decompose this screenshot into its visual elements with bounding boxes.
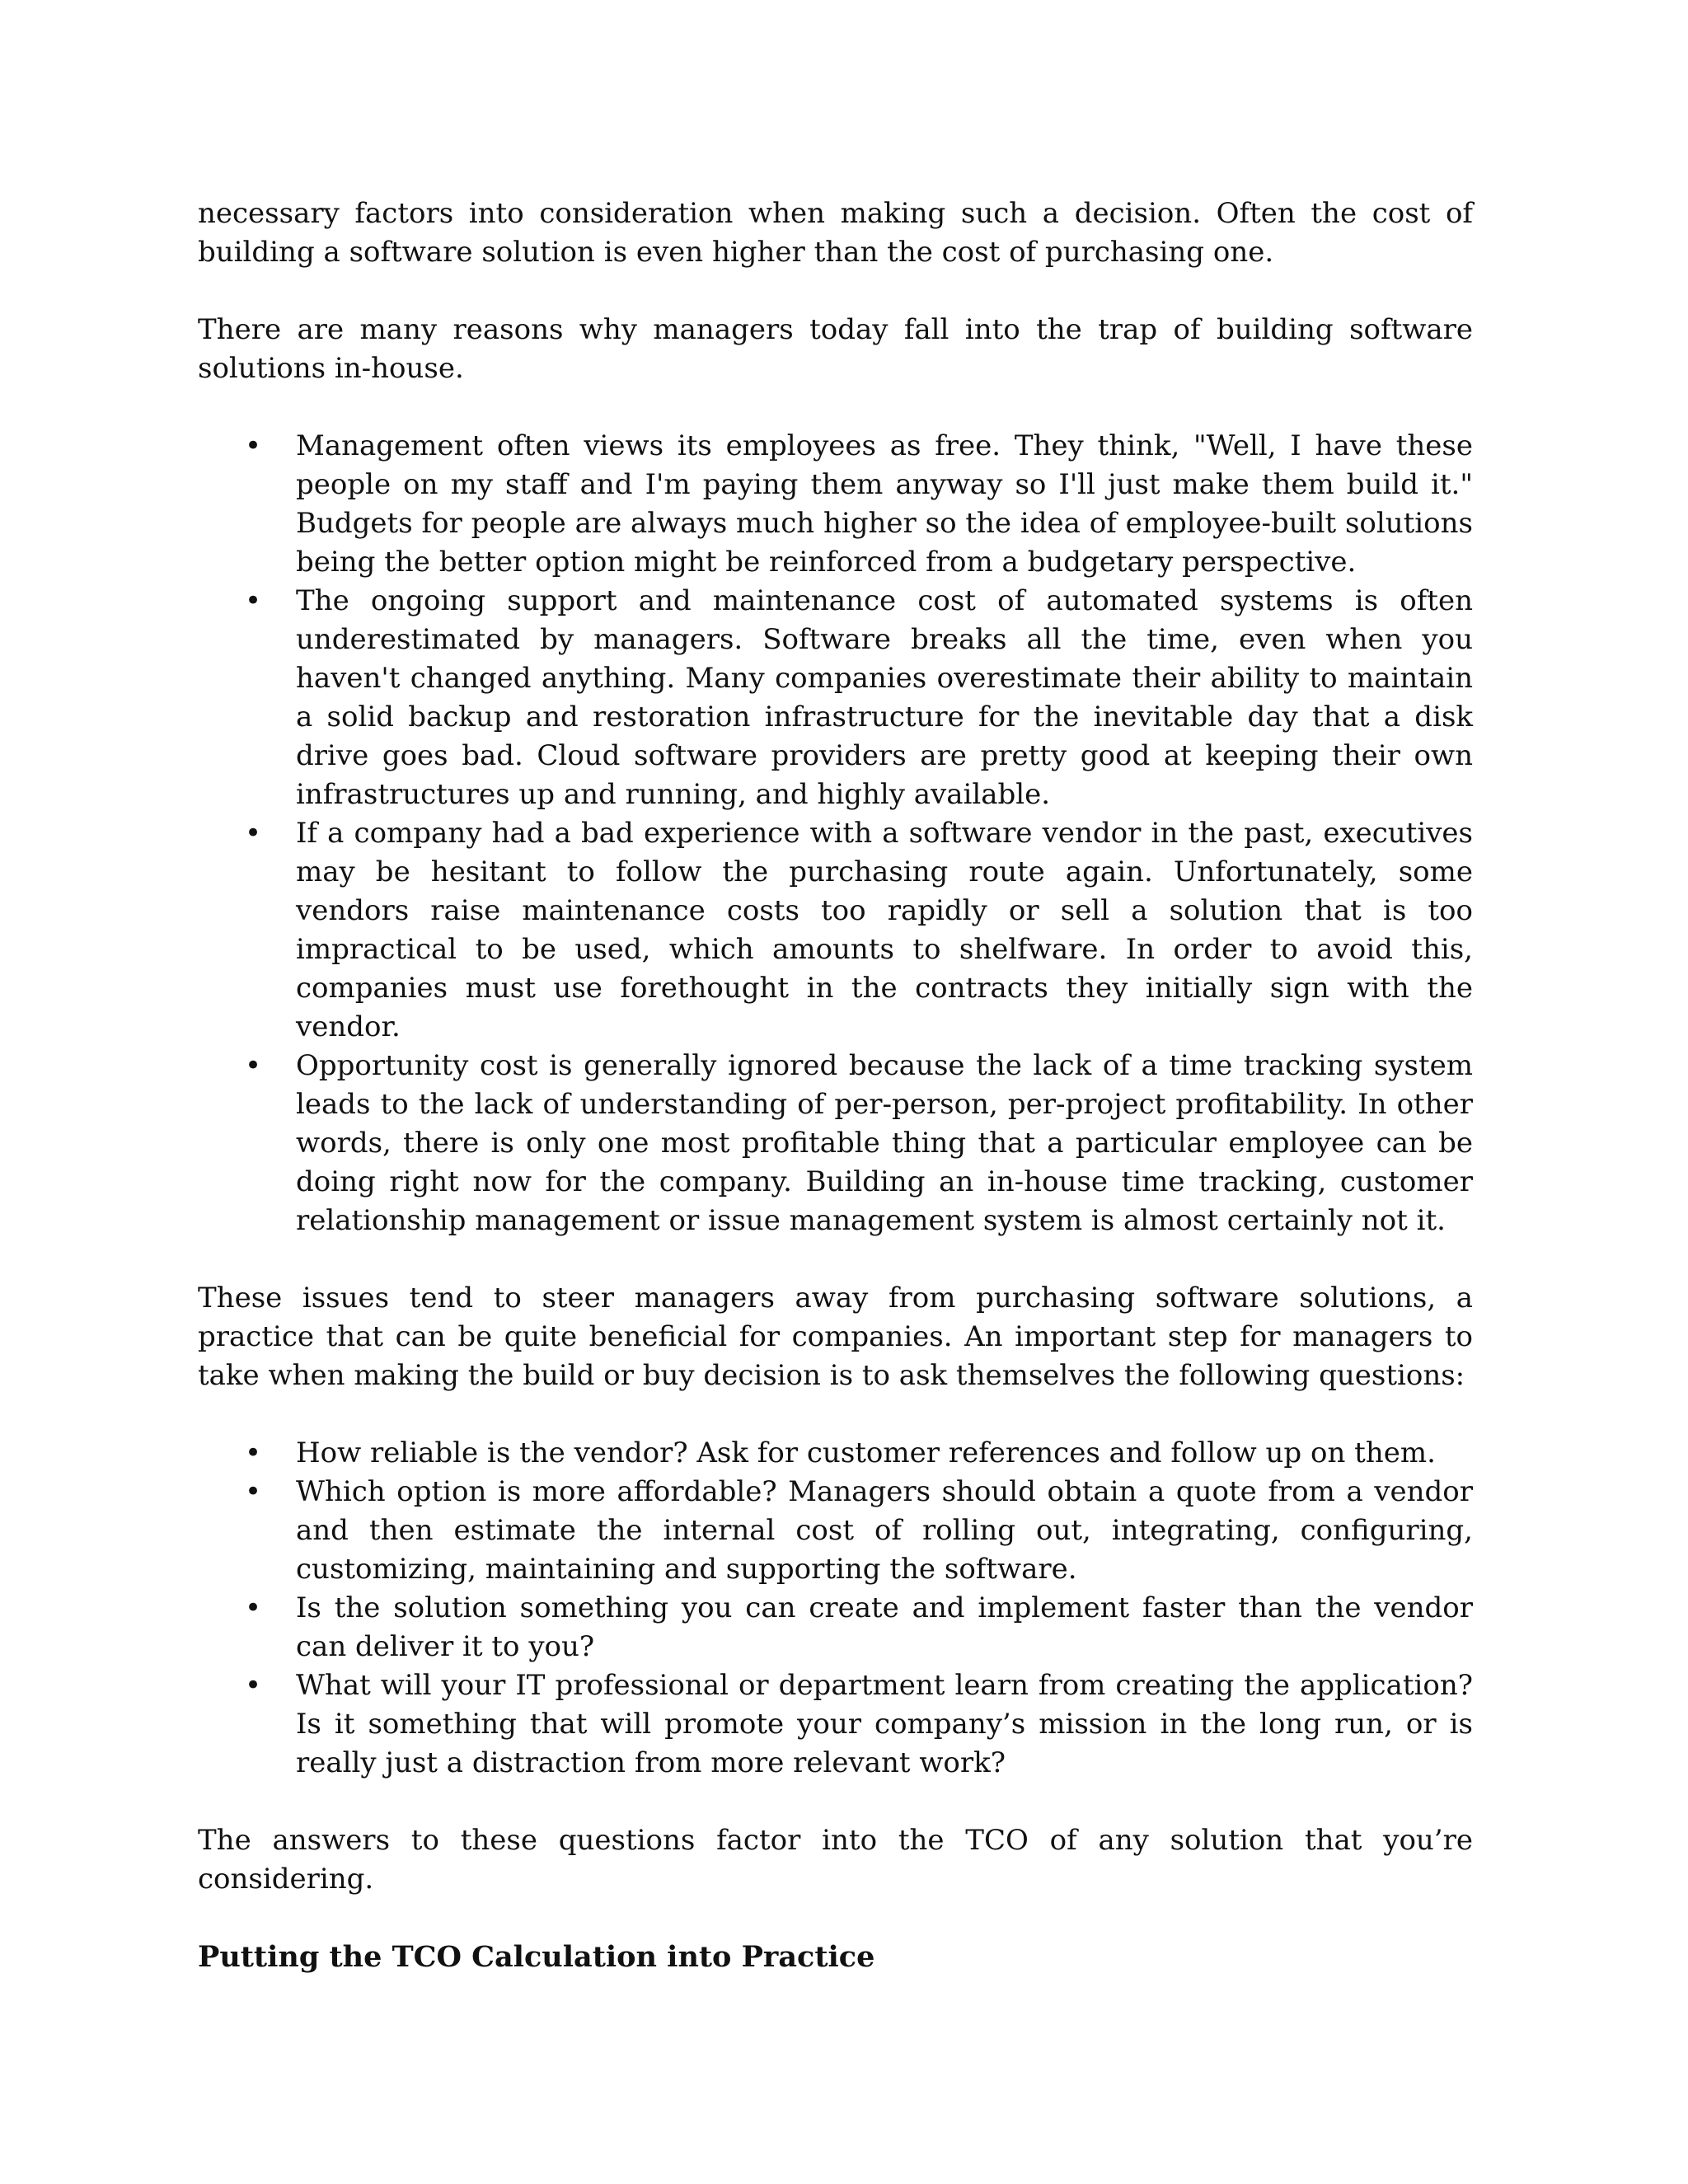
list-item-text: How reliable is the vendor? Ask for customer references and follow up on them. [296, 1436, 1436, 1469]
list-item-text: The ongoing support and maintenance cost of automated systems is often underestimated by managers. Software breaks all the time, even when you haven't changed anything. Many companies overestimate their ability to maintain a solid backup and restoration infrastructure for the inevitable day that a disk drive goes bad. Cloud software providers are pretty good at keeping their own infrastructures up and running, and highly available. [296, 584, 1473, 811]
list-item [198, 1589, 1473, 1666]
bullet-icon: • [245, 1049, 262, 1082]
list-item [198, 814, 1473, 1047]
list-item [198, 427, 1473, 582]
bullet-icon: • [245, 817, 262, 850]
list-item [198, 1666, 1473, 1783]
list-item-text: If a company had a bad experience with a software vendor in the past, executives may be hesitant to follow the purchasing route again. Unfortunately, some vendors raise maintenance costs too rapidly or sell a solution that is too impractical to be used, which amounts to shelfware. In order to avoid this, companies must use forethought in the contracts they initially sign with the vendor. [296, 817, 1473, 1043]
questions-list [198, 1434, 1473, 1783]
bullet-icon: • [245, 429, 262, 462]
list-item [198, 1047, 1473, 1240]
bullet-icon: • [245, 1475, 262, 1508]
bullet-icon: • [245, 1669, 262, 1702]
section-heading: Putting the TCO Calculation into Practice [198, 1940, 875, 1974]
paragraph-issues-summary: These issues tend to steer managers away from purchasing software solutions, a practice that can be quite beneficial for companies. An important step for managers to take when making the build or buy decision is to ask themselves the following questions: [198, 1282, 1473, 1392]
bullet-icon: • [245, 584, 262, 617]
list-item-text: Which option is more affordable? Managers should obtain a quote from a vendor and then estimate the internal cost of rolling out, integrating, configuring, customizing, maintaining and supporting the software. [296, 1475, 1473, 1586]
list-item [198, 1473, 1473, 1589]
list-item-text: Is the solution something you can create and implement faster than the vendor can deliver it to you? [296, 1591, 1473, 1663]
bullet-icon: • [245, 1591, 262, 1624]
list-item-text: Management often views its employees as free. They think, "Well, I have these people on my staff and I'm paying them anyway so I'll just make them build it." Budgets for people are always much higher so the idea of employee-built solutions being the better option might be reinforced from a budgetary perspective. [296, 429, 1473, 579]
list-item [198, 1434, 1473, 1473]
list-item-text: Opportunity cost is generally ignored because the lack of a time tracking system leads to the lack of understanding of per-person, per-project profitability. In other words, there is only one most profitable thing that a particular employee can be doing right now for the company. Building an in-house time tracking, customer relationship management or issue management system is almost certainly not it. [296, 1049, 1473, 1237]
bullet-icon: • [245, 1436, 262, 1469]
paragraph-tco-answers: The answers to these questions factor into the TCO of any solution that you’re considering. [198, 1824, 1473, 1896]
document-page [198, 194, 1473, 1976]
paragraph-decision-factors: necessary factors into consideration when making such a decision. Often the cost of building a software solution is even higher than the cost of purchasing one. [198, 197, 1473, 269]
reasons-list [198, 427, 1473, 1240]
list-item-text: What will your IT professional or department learn from creating the application? Is it something that will promote your company’s mission in the long run, or is really just a distraction from more relevant work? [296, 1669, 1473, 1779]
list-item [198, 582, 1473, 814]
paragraph-reasons-intro: There are many reasons why managers today fall into the trap of building software solutions in-house. [198, 313, 1473, 385]
